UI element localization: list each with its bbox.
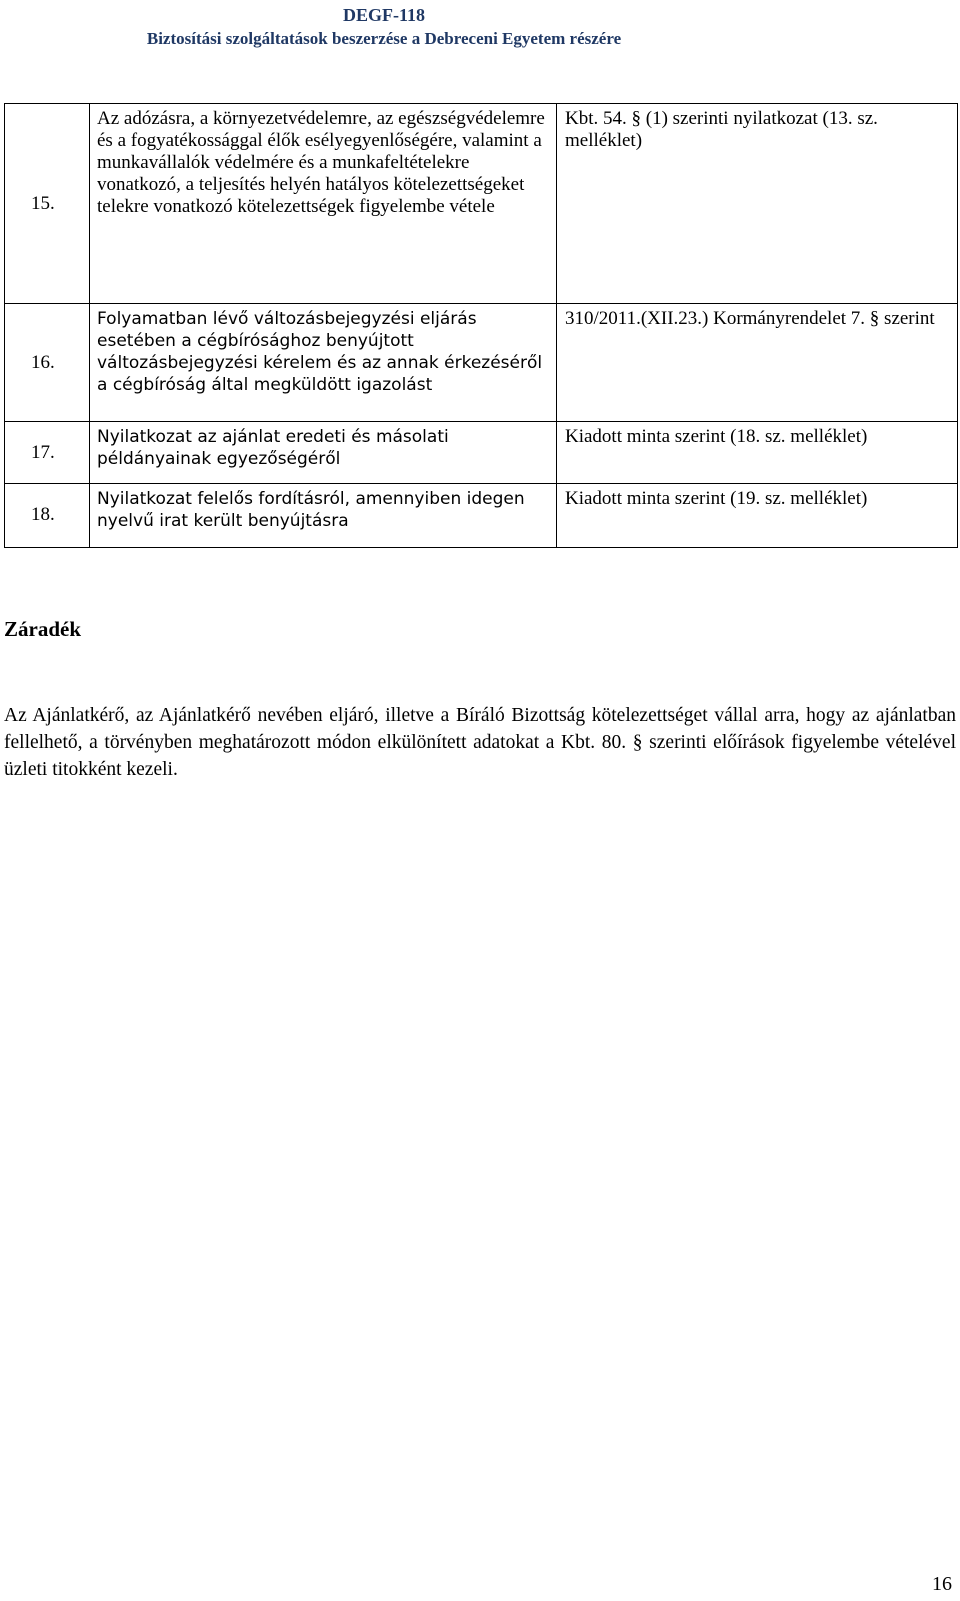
row-description-text: Nyilatkozat az ajánlat eredeti és másolati példányainak egyezőségéről bbox=[97, 427, 449, 469]
row-description bbox=[90, 304, 557, 422]
table-row bbox=[5, 304, 958, 422]
row-description bbox=[90, 104, 557, 304]
requirements-table bbox=[4, 103, 958, 548]
page-number: 16 bbox=[932, 1573, 952, 1595]
section-body: Az Ajánlatkérő, az Ajánlatkérő nevében eljáró, illetve a Bíráló Bizottság kötelezettséget vállal arra, hogy az ajánlatban fellelhető, a törvényben meghatározott módon elkülönített adatokat a Kbt. 80. § szerinti előírások figyelembe vételével üzleti titokként kezeli. bbox=[4, 705, 956, 780]
document-subtitle: Biztosítási szolgáltatások beszerzése a Debreceni Egyetem részére bbox=[146, 29, 622, 48]
section-title: Záradék bbox=[4, 617, 82, 641]
row-description bbox=[90, 422, 557, 484]
document-code: DEGF-118 bbox=[342, 5, 425, 25]
row-description bbox=[90, 484, 557, 548]
row-reference: 310/2011.(XII.23.) Kormányrendelet 7. § szerint bbox=[557, 304, 958, 422]
document-header bbox=[0, 0, 768, 50]
table-row bbox=[5, 422, 958, 484]
row-number: 18. bbox=[5, 484, 90, 548]
row-description-text: Folyamatban lévő változásbejegyzési eljárás esetében a cégbírósághoz benyújtott változásbejegyzési kérelem és az annak érkezéséről a cégbíróság által megküldött igazolást bbox=[97, 309, 543, 395]
row-number: 16. bbox=[5, 304, 90, 422]
row-description-text: Az adózásra, a környezetvédelemre, az egészségvédelemre és a fogyatékossággal élők esélyegyenlőségére, valamint a munkavállalók védelmére és a munkafeltételekre vonatkozó, a teljesítés helyén hatályos kötelezettségeket telekre vonatkozó kötelezettségek figyelembe vétele bbox=[97, 108, 545, 217]
row-number: 15. bbox=[5, 104, 90, 304]
row-reference: Kiadott minta szerint (19. sz. melléklet) bbox=[557, 484, 958, 548]
table-row bbox=[5, 104, 958, 304]
row-number: 17. bbox=[5, 422, 90, 484]
row-description-text: Nyilatkozat felelős fordításról, amennyiben idegen nyelvű irat került benyújtásra bbox=[97, 489, 525, 531]
table-row bbox=[5, 484, 958, 548]
row-reference: Kbt. 54. § (1) szerinti nyilatkozat (13. sz. melléklet) bbox=[557, 104, 958, 304]
row-reference: Kiadott minta szerint (18. sz. melléklet) bbox=[557, 422, 958, 484]
